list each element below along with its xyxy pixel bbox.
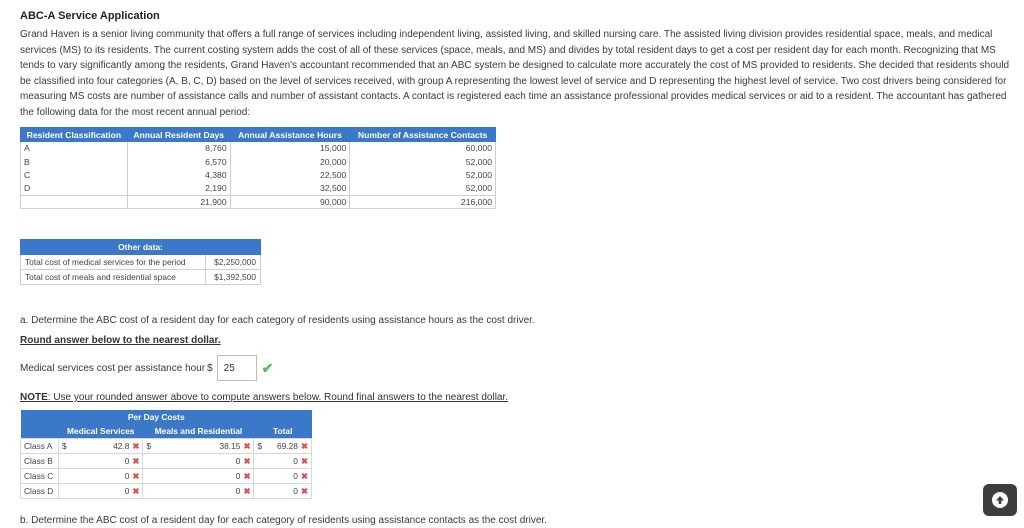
table-cell: 15,000 (230, 142, 350, 155)
dollar-sign (59, 453, 70, 468)
table-row (21, 142, 496, 155)
table-cell: 60,000 (350, 142, 496, 155)
table-row (21, 483, 312, 498)
total-cost-input[interactable]: 0 ✖ (266, 468, 312, 483)
x-icon: ✖ (300, 455, 308, 466)
x-icon: ✖ (243, 485, 251, 496)
dollar-sign (59, 483, 70, 498)
x-icon: ✖ (132, 470, 140, 481)
note-text: : Use your rounded answer above to compute answers below. Round final answers to the nearest dollar. (47, 392, 509, 403)
table-row (21, 453, 312, 468)
question-b: b. Determine the ABC cost of a resident day for each category of residents using assistance contacts as the cost driver. (20, 515, 547, 526)
x-icon: ✖ (243, 440, 251, 451)
column-header: Total (254, 424, 312, 438)
table-cell: 2,190 (127, 182, 230, 195)
table-header-row (21, 410, 312, 424)
question-a: a. Determine the ABC cost of a resident day for each category of residents using assistance hours as the cost driver. (20, 315, 535, 326)
other-data-table (20, 239, 261, 285)
check-icon: ✔ (261, 359, 274, 376)
table-cell: Total cost of meals and residential space (21, 270, 206, 285)
ms-cost-row (20, 355, 273, 381)
problem-description: Grand Haven is a senior living community that offers a full range of services including independent living, assisted living, and skilled nursing care. The assisted living division provides residential space, meals, and medical services (MS) to its residents. The current costing system adds the cost of all of these services (space, meals, and MS) and divides by total resident days to get a cost per resident day for each month. Recognizing that MS tends to vary significantly among the residents, Grand Haven's accountant recommended that an ABC system be designed to calculate more accurately the cost of MS provided to residents. She decided that residents should be classified into four categories (A, B, C, D) based on the level of services received, with group A representing the lowest level of service and D representing the highest level of service. Two cost drivers being considered for measuring MS costs are number of assistance calls and number of assistant contacts. A contact is registered each time an assistance professional provides medical services or aid to a resident. The accountant has gathered the following data for the most recent annual period: (20, 29, 1010, 118)
column-header: Annual Assistance Hours (230, 128, 350, 142)
resident-data-table (20, 127, 496, 209)
table-cell: 4,380 (127, 168, 230, 181)
dollar-sign (254, 453, 266, 468)
table-cell: 22,500 (230, 168, 350, 181)
dollar-sign: $ (254, 438, 266, 453)
page-title: ABC-A Service Application (20, 10, 160, 22)
table-cell: 90,000 (230, 195, 350, 208)
per-day-cost-table (20, 410, 312, 499)
table-row (21, 255, 261, 270)
ms-cost-input[interactable]: 0 ✖ (70, 483, 143, 498)
table-cell: A (21, 142, 128, 155)
group-header: Per Day Costs (59, 410, 254, 424)
table-header-row (21, 424, 312, 438)
note-label: NOTE (20, 392, 48, 403)
table-cell: 21,900 (127, 195, 230, 208)
column-header: Annual Resident Days (127, 128, 230, 142)
table-cell: Total cost of medical services for the period (21, 255, 206, 270)
round-instruction: Round answer below to the nearest dollar. (20, 335, 221, 346)
dollar-sign (254, 468, 266, 483)
x-icon: ✖ (243, 455, 251, 466)
table-row (21, 155, 496, 168)
column-header: Medical Services (59, 424, 143, 438)
dollar-sign (59, 468, 70, 483)
ms-cost-input[interactable]: 0 ✖ (70, 468, 143, 483)
table-row (21, 182, 496, 195)
table-cell: D (21, 182, 128, 195)
x-icon: ✖ (132, 485, 140, 496)
total-cost-input[interactable]: 0 ✖ (266, 453, 312, 468)
table-cell: $2,250,000 (205, 255, 260, 270)
column-header: Resident Classification (21, 128, 128, 142)
dollar-sign (254, 483, 266, 498)
table-cell: C (21, 168, 128, 181)
table-cell: 6,570 (127, 155, 230, 168)
x-icon: ✖ (300, 440, 308, 451)
ms-cost-input[interactable]: 0 ✖ (70, 453, 143, 468)
table-cell: 52,000 (350, 182, 496, 195)
total-cost-input[interactable]: 69.28 ✖ (266, 438, 312, 453)
column-header: Number of Assistance Contacts (350, 128, 496, 142)
ms-cost-input[interactable]: 25 (217, 355, 257, 381)
table-total-row (21, 195, 496, 208)
table-cell (21, 195, 128, 208)
table-cell: 20,000 (230, 155, 350, 168)
meals-cost-input[interactable]: 0 ✖ (143, 483, 254, 498)
row-label: Class C (21, 468, 59, 483)
x-icon: ✖ (300, 485, 308, 496)
table-cell: $1,392,500 (205, 270, 260, 285)
arrow-up-icon (992, 492, 1008, 508)
row-label: Class D (21, 483, 59, 498)
x-icon: ✖ (300, 470, 308, 481)
dollar-sign: $ (207, 362, 213, 374)
x-icon: ✖ (132, 455, 140, 466)
meals-cost-input[interactable]: 0 ✖ (143, 468, 254, 483)
x-icon: ✖ (243, 470, 251, 481)
scroll-to-top-button[interactable] (983, 484, 1017, 516)
table-header-row (21, 128, 496, 142)
table-cell: 8,760 (127, 142, 230, 155)
meals-cost-input[interactable]: $ 38.15 ✖ (143, 438, 254, 453)
table-row (21, 270, 261, 285)
column-header: Meals and Residential (143, 424, 254, 438)
table-cell: B (21, 155, 128, 168)
table-cell: 32,500 (230, 182, 350, 195)
total-cost-input[interactable]: 0 ✖ (266, 483, 312, 498)
ms-cost-label: Medical services cost per assistance hour (20, 362, 206, 374)
x-icon: ✖ (132, 440, 140, 451)
table-cell: 52,000 (350, 168, 496, 181)
meals-cost-input[interactable]: 0 ✖ (143, 453, 254, 468)
table-row (21, 468, 312, 483)
table-row (21, 438, 312, 453)
table-cell: 52,000 (350, 155, 496, 168)
dollar-sign: $ (59, 438, 70, 453)
other-data-header: Other data: (21, 240, 261, 255)
ms-cost-input[interactable]: 42.8 ✖ (70, 438, 143, 453)
note-instruction (20, 392, 508, 403)
row-label: Class B (21, 453, 59, 468)
row-label: Class A (21, 438, 59, 453)
table-cell: 216,000 (350, 195, 496, 208)
table-row (21, 168, 496, 181)
